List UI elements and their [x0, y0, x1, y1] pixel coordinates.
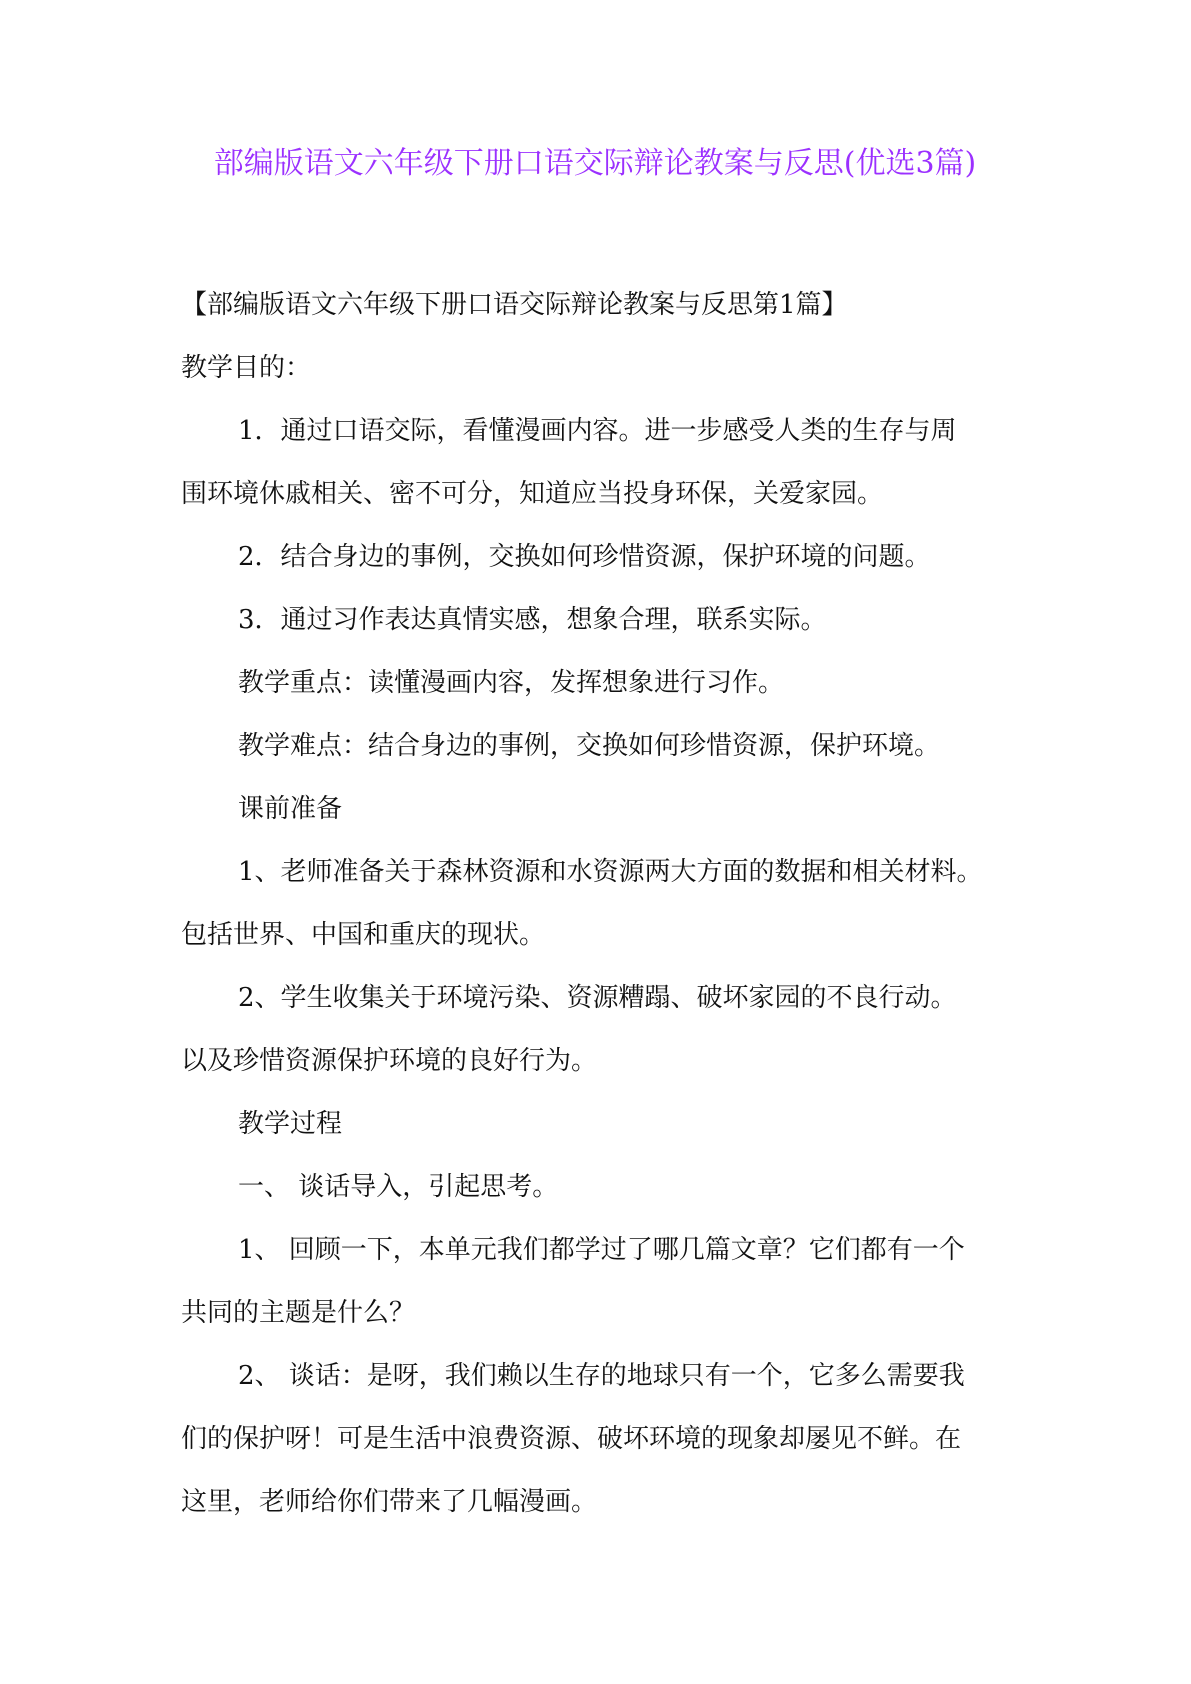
body-line: 这里，老师给你们带来了几幅漫画。: [181, 1487, 598, 1517]
body-line: 以及珍惜资源保护环境的良好行为。: [181, 1046, 598, 1076]
body-line: 3．通过习作表达真情实感，想象合理，联系实际。: [238, 605, 827, 635]
body-line: 教学重点：读懂漫画内容，发挥想象进行习作。: [238, 668, 785, 698]
body-line: 2、学生收集关于环境污染、资源糟蹋、破坏家园的不良行动。: [238, 983, 957, 1013]
body-line: 2．结合身边的事例，交换如何珍惜资源，保护环境的问题。: [238, 542, 931, 572]
body-line: 课前准备: [238, 794, 343, 824]
body-line: 一、 谈话导入，引起思考。: [238, 1172, 559, 1202]
document-title: 部编版语文六年级下册口语交际辩论教案与反思(优选3篇): [213, 146, 977, 181]
body-line: 2、 谈话：是呀，我们赖以生存的地球只有一个，它多么需要我: [238, 1361, 965, 1391]
body-line: 围环境休戚相关、密不可分，知道应当投身环保，关爱家园。: [181, 479, 884, 509]
body-line: 共同的主题是什么？: [181, 1298, 416, 1328]
document-body: [181, 274, 1021, 1534]
body-line: 包括世界、中国和重庆的现状。: [181, 920, 546, 950]
body-line: 【部编版语文六年级下册口语交际辩论教案与反思第1篇】: [181, 290, 848, 320]
body-line: 教学目的：: [181, 353, 312, 383]
body-line: 1．通过口语交际，看懂漫画内容。进一步感受人类的生存与周: [238, 416, 957, 446]
body-line: 教学过程: [238, 1109, 343, 1139]
body-line: 1、老师准备关于森林资源和水资源两大方面的数据和相关材料。: [238, 857, 983, 887]
body-line: 们的保护呀！可是生活中浪费资源、破坏环境的现象却屡见不鲜。在: [181, 1424, 962, 1454]
body-line: 1、 回顾一下，本单元我们都学过了哪几篇文章？它们都有一个: [238, 1235, 965, 1265]
body-line: 教学难点：结合身边的事例，交换如何珍惜资源，保护环境。: [238, 731, 941, 761]
